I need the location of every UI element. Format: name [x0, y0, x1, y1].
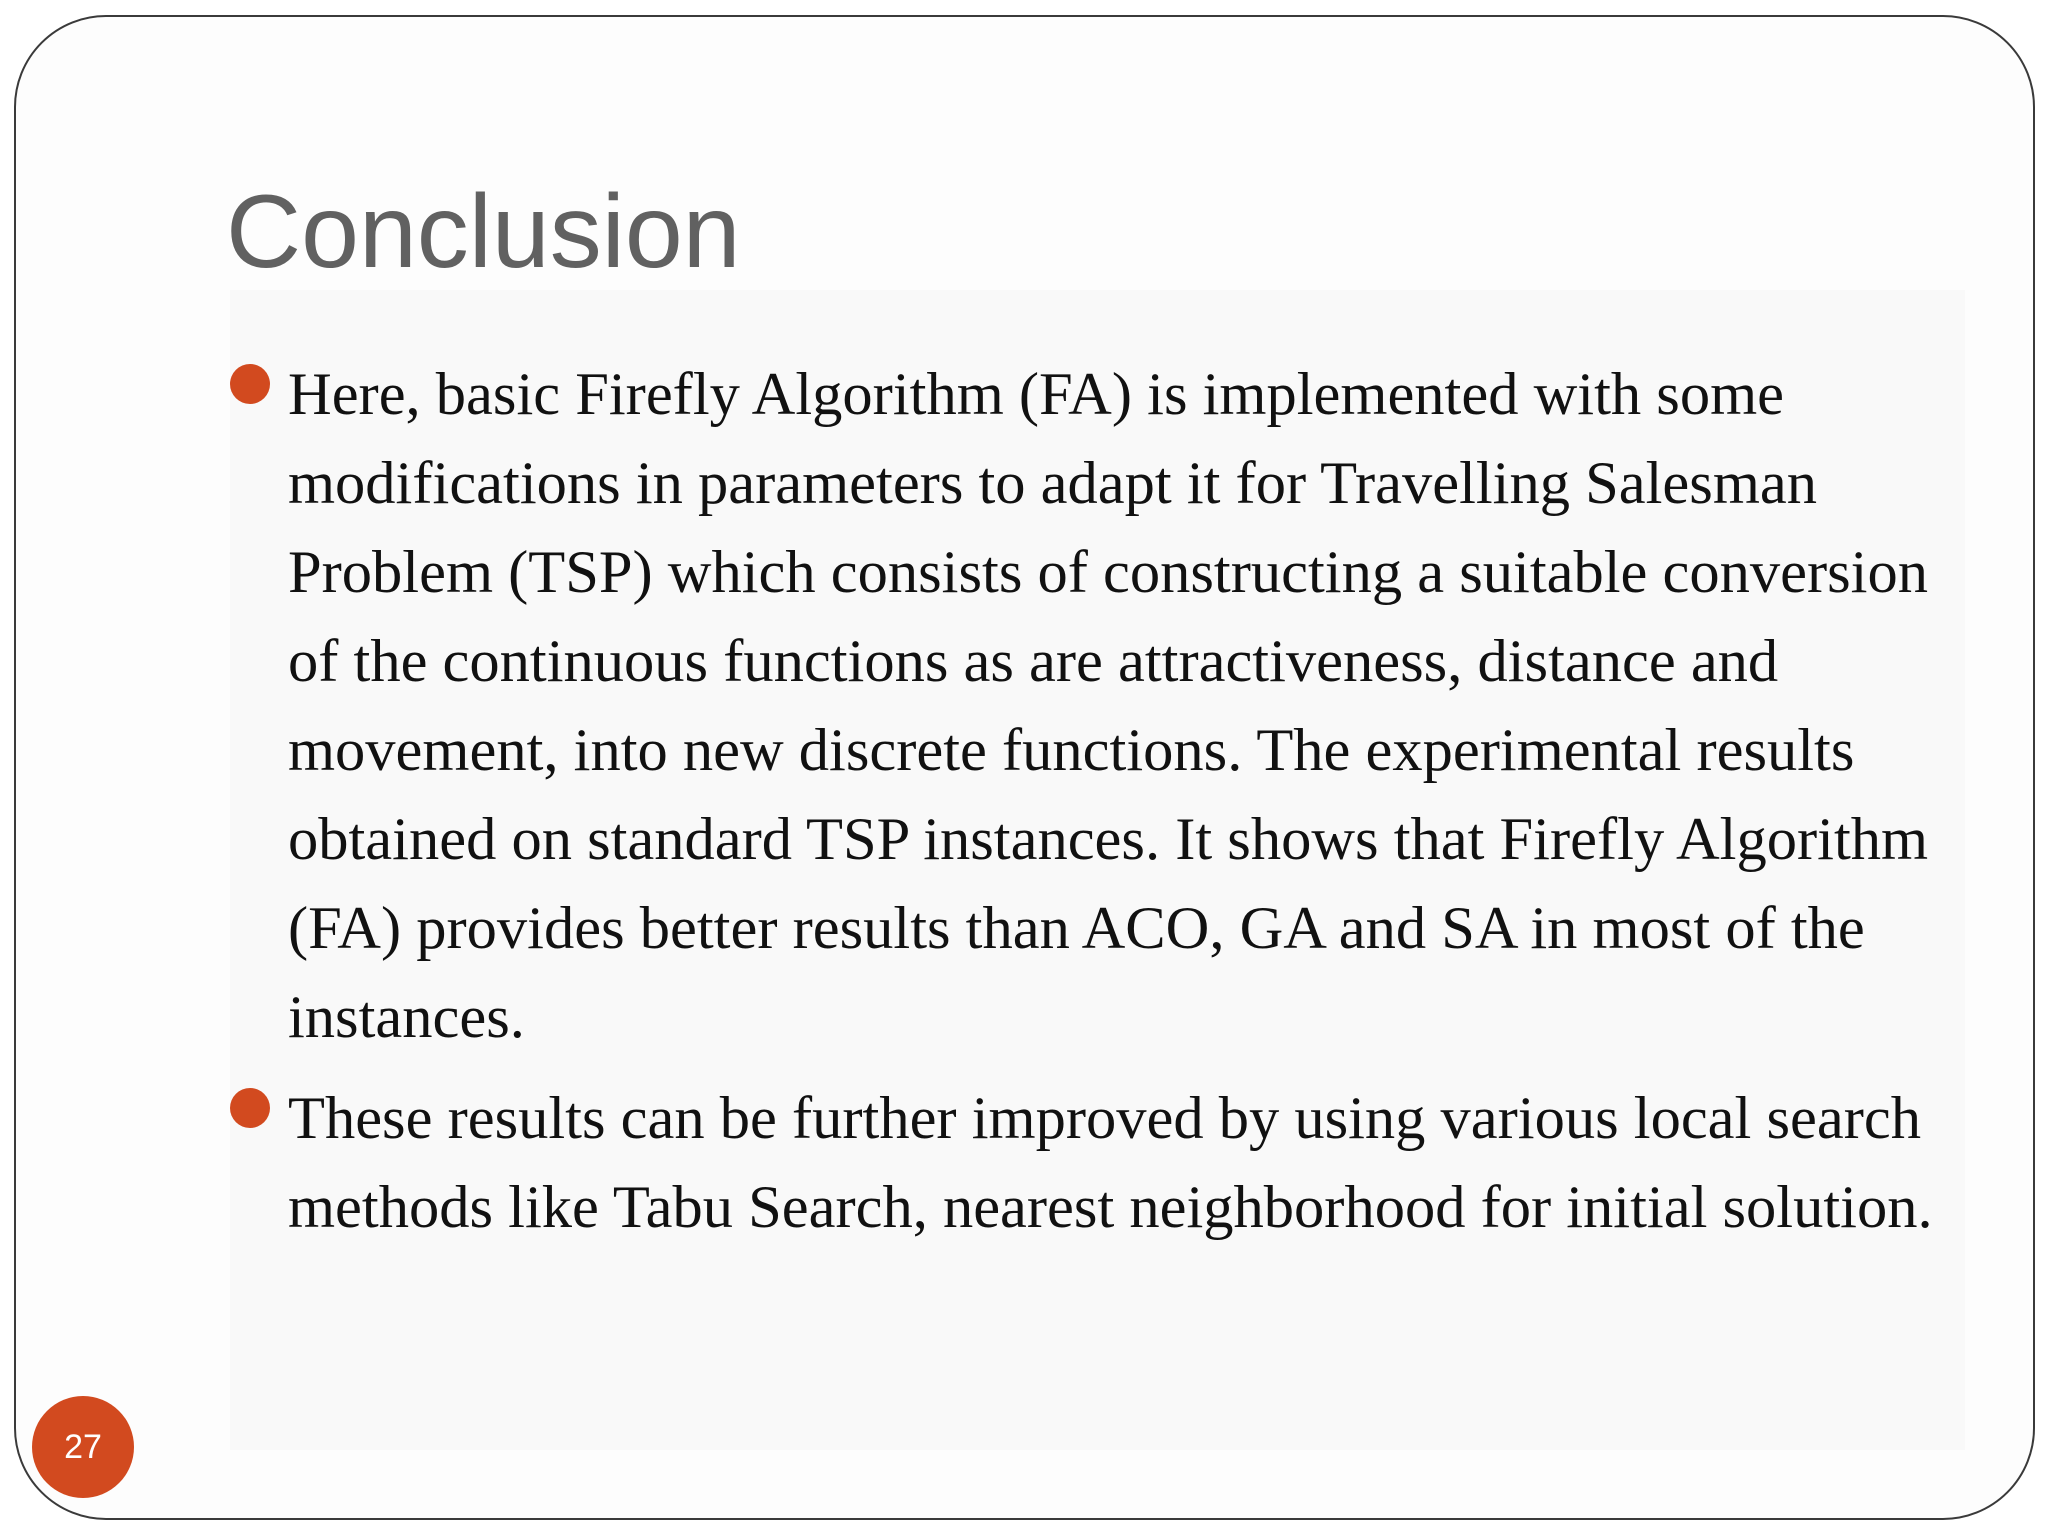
slide-title: Conclusion	[226, 174, 741, 290]
bullet-text: Here, basic Firefly Algorithm (FA) is implemented with some modifications in parameters to adapt it for Travelling Salesman Problem (TSP) which consists of constructing a suitable conversion of the continuous functions as are attractiveness, distance and movement, into new discrete functions. The experimental results obtained on standard TSP instances. It shows that Firefly Algorithm (FA) provides better results than ACO, GA and SA in most of the instances.	[288, 361, 1929, 1051]
bullet-item	[230, 1074, 1950, 1252]
bullet-dot-icon	[230, 1088, 270, 1128]
bullet-item	[230, 350, 1950, 1062]
bullet-dot-icon	[230, 364, 270, 404]
bullet-text: These results can be further improved by using various local search methods like Tabu Search, nearest neighborhood for initial solution.	[288, 1085, 1933, 1241]
bullet-list	[230, 350, 1950, 1264]
page-number-badge: 27	[32, 1396, 134, 1498]
